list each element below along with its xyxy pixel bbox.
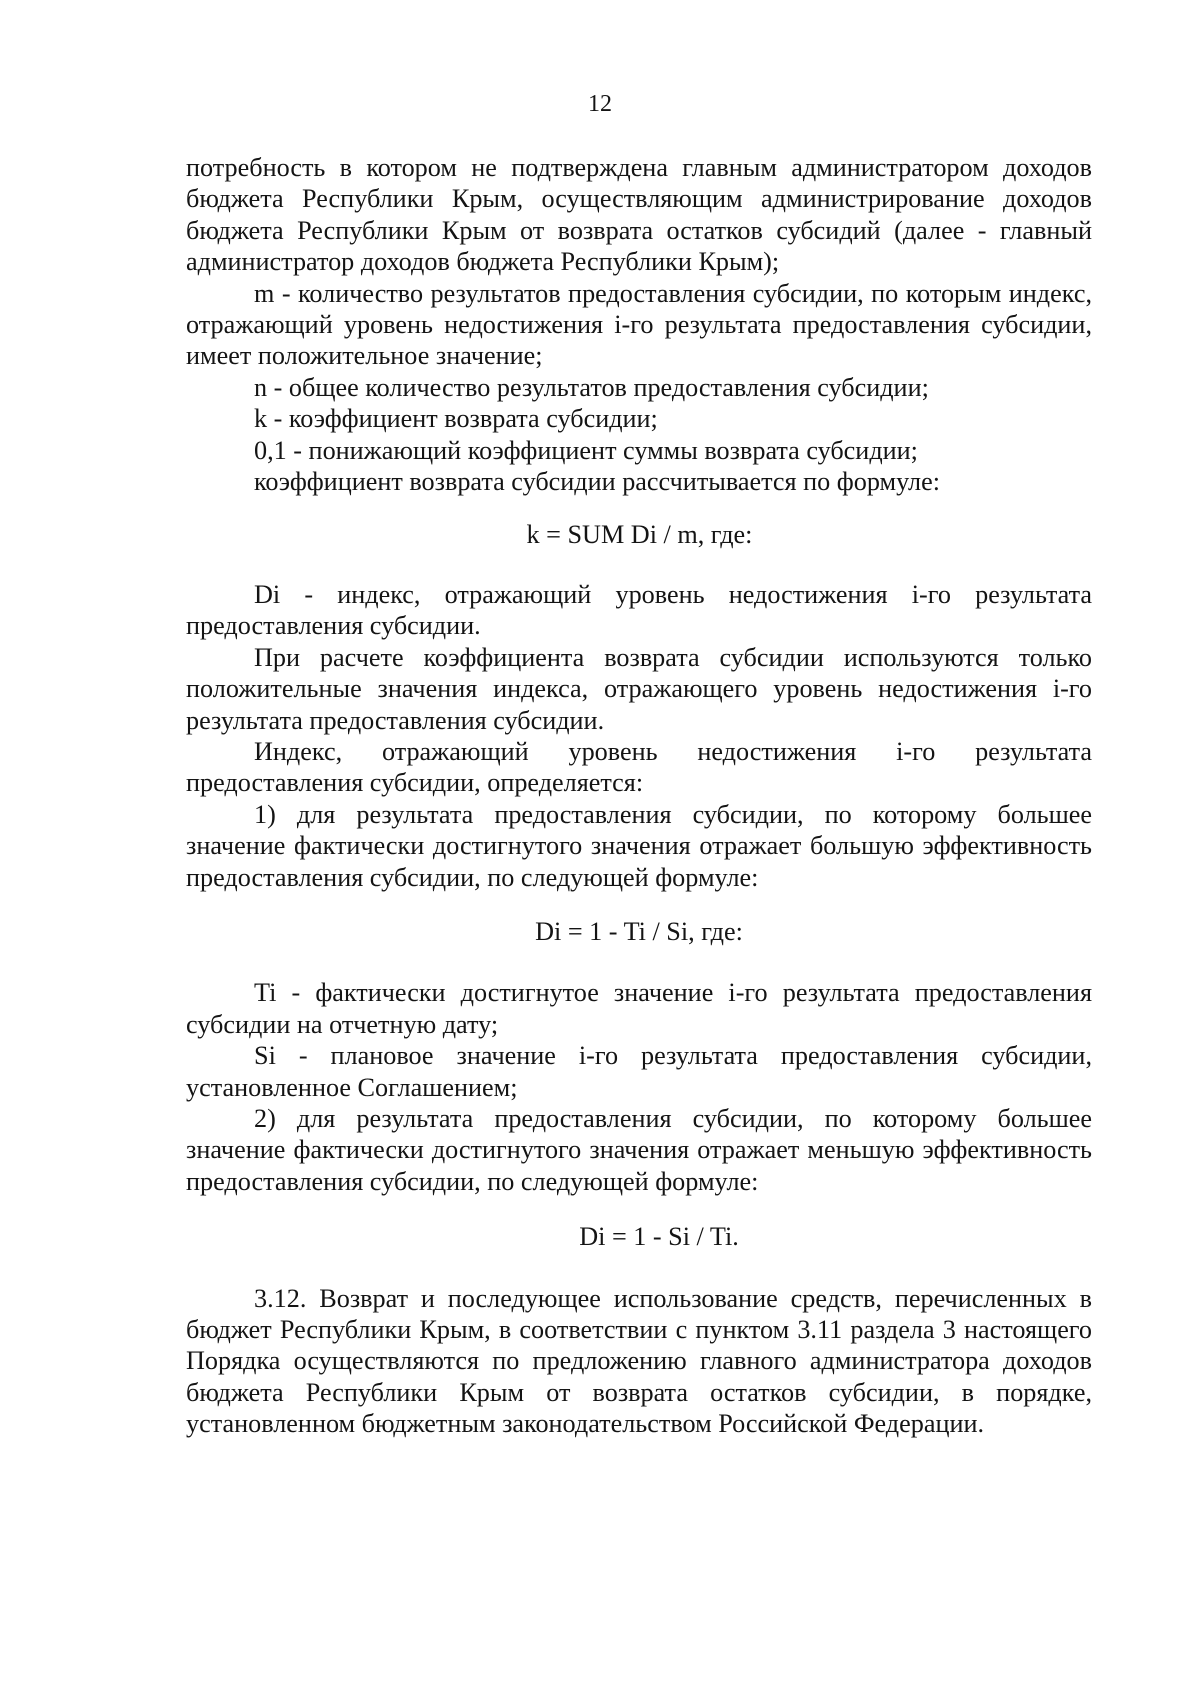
definition-n: n - общее количество результатов предоставления субсидии; bbox=[254, 372, 929, 402]
definition-ti: Ti - фактически достигнутое значение i-го результата предоставления субсидии на отчетную дату; bbox=[186, 978, 1092, 1039]
item-1: 1) для результата предоставления субсидии, по которому большее значение фактически достигнутого значения отражает большую эффективность предоставления субсидии, по следующей формуле: bbox=[186, 799, 1092, 892]
formula-di-1: Di = 1 - Ti / Si, где: bbox=[535, 916, 743, 946]
definition-di: Di - индекс, отражающий уровень недостижения i-го результата предоставления субсидии. bbox=[186, 579, 1092, 641]
paragraph-index-determined: Индекс, отражающий уровень недостижения i-го результата предоставления субсидии, определяется: bbox=[186, 736, 1092, 798]
paragraph-positive-values: При расчете коэффициента возврата субсидии используются только положительные значения индекса, отражающего уровень недостижения i-го результата предоставления субсидии. bbox=[186, 642, 1092, 735]
document-body bbox=[186, 152, 1092, 1440]
page-number: 12 bbox=[588, 91, 612, 117]
paragraph-continuation: потребность в котором не подтверждена главным администратором доходов бюджета Республики Крым, осуществляющим администрирование доходов бюджета Республики Крым от возврата остатков субсидий (далее - главный администратор доходов бюджета Республики Крым); bbox=[186, 153, 1092, 277]
section-3-12: 3.12. Возврат и последующее использование средств, перечисленных в бюджет Республики Крым, в соответствии с пунктом 3.11 раздела 3 настоящего Порядка осуществляются по предложению главного администратора доходов бюджета Республики Крым от возврата остатков субсидии, в порядке, установленном бюджетным законодательством Российской Федерации. bbox=[186, 1283, 1092, 1439]
definition-reduction-coefficient: 0,1 - понижающий коэффициент суммы возврата субсидии; bbox=[254, 435, 918, 465]
formula-intro: коэффициент возврата субсидии рассчитывается по формуле: bbox=[254, 467, 941, 497]
definition-k: k - коэффициент возврата субсидии; bbox=[254, 404, 658, 434]
formula-k: k = SUM Di / m, где: bbox=[526, 520, 753, 550]
definition-m: m - количество результатов предоставления субсидии, по которым индекс, отражающий уровень недостижения i-го результата предоставления субсидии, имеет положительное значение; bbox=[186, 278, 1092, 371]
definition-si: Si - плановое значение i-го результата предоставления субсидии, установленное Соглашением; bbox=[186, 1041, 1092, 1102]
formula-di-2: Di = 1 - Si / Ti. bbox=[579, 1222, 739, 1252]
item-2: 2) для результата предоставления субсидии, по которому большее значение фактически достигнутого значения отражает меньшую эффективность предоставления субсидии, по следующей формуле: bbox=[186, 1103, 1092, 1196]
